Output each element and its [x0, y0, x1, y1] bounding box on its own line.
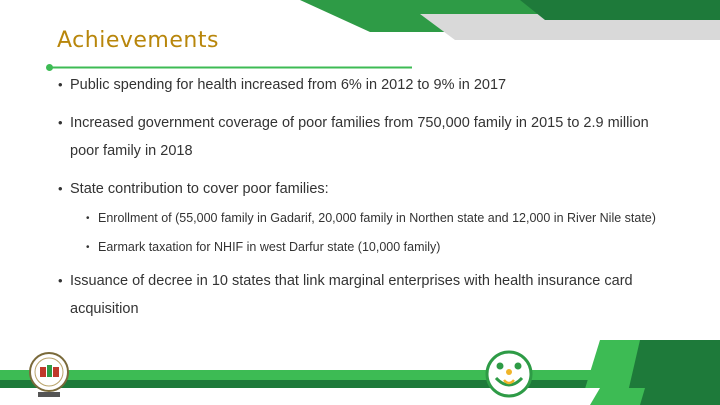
sub-bullet-item: • Enrollment of (55,000 family in Gadarif, 20,000 family in Northen state and 12,000 in River Nile state) — [86, 205, 678, 232]
slide-title: Achievements — [57, 28, 219, 53]
bottom-decoration — [0, 340, 720, 405]
ministry-emblem-icon — [28, 350, 70, 400]
title-underline — [46, 64, 412, 71]
sub-bullet-item: • Earmark taxation for NHIF in west Darfur state (10,000 family) — [86, 234, 678, 261]
bullet-item: • Issuance of decree in 10 states that link marginal enterprises with health insurance card acquisition — [58, 267, 678, 323]
bullet-item: • State contribution to cover poor families: — [58, 175, 678, 203]
health-insurance-family-icon — [484, 348, 534, 400]
bullet-item: • Public spending for health increased from 6% in 2012 to 9% in 2017 — [58, 71, 678, 99]
bullet-list — [58, 71, 678, 323]
bullet-item: • Increased government coverage of poor families from 750,000 family in 2015 to 2.9 million poor family in 2018 — [58, 109, 678, 165]
